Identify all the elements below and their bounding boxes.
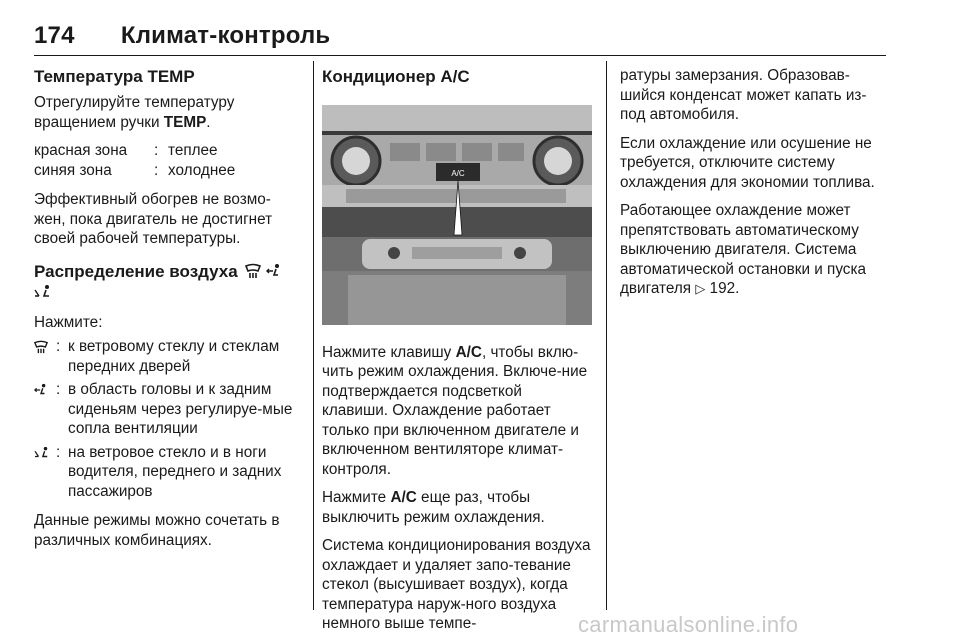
mode-desc: к ветровому стеклу и стеклам передних дверей (68, 338, 280, 375)
face-vent-icon (266, 263, 282, 279)
temperature-text-end: . (206, 113, 211, 131)
mode-item (34, 380, 302, 439)
header-rule (34, 55, 886, 56)
air-distribution-heading (34, 261, 302, 303)
floor-windshield-icon (34, 446, 50, 460)
column-3 (620, 66, 888, 308)
page-number: 174 (34, 22, 75, 49)
press-label: Нажмите: (34, 313, 103, 331)
ac-key-label: A/C (390, 489, 417, 506)
mode-desc: на ветровое стекло и в ноги водителя, переднего и задних пассажиров (68, 443, 282, 500)
temperature-text (34, 93, 302, 132)
photo-ac-button-label: A/C (451, 169, 465, 178)
zone-desc: теплее (168, 142, 218, 159)
section-title: Климат-контроль (120, 22, 331, 49)
zone-sep: : (154, 142, 159, 159)
mode-desc: в область головы и к задним сиденьям через регулируе-мые сопла вентиляции (68, 381, 293, 437)
mode-sep: : (56, 443, 61, 461)
zone-desc: холоднее (168, 161, 236, 179)
economy-paragraph: Если охлаждение или осушение не требуется, отключите систему охлаждения для экономии топлива. (620, 134, 875, 191)
page-reference-arrow-icon: ▷ (695, 281, 706, 296)
mode-sep: : (56, 381, 61, 398)
zone-term: синяя зона (34, 161, 112, 179)
windshield-defrost-icon (34, 340, 48, 354)
temperature-heading: Температура TEMP (34, 67, 195, 86)
autostop-paragraph (620, 201, 888, 299)
page-reference: 192. (705, 280, 740, 297)
face-vent-icon (34, 383, 48, 397)
ac-key-label: A/C (455, 343, 482, 361)
column-divider-1 (313, 61, 314, 610)
air-distribution-title: Распределение воздуха (34, 261, 238, 281)
zone-sep: : (154, 161, 159, 179)
ac-system-paragraph: Система кондиционирования воздуха охлаждает и удаляет запо-тевание стекол (высушивает воздух), когда температура наруж-ного воздуха немного выше темпе- (322, 537, 591, 632)
floor-windshield-icon (34, 284, 52, 300)
column-2 (322, 66, 592, 643)
ac-text-part: Нажмите клавишу (322, 343, 456, 361)
zone-term: красная зона (34, 142, 128, 159)
ac-press-paragraph (322, 343, 592, 480)
ac-heading: Кондиционер A/C (322, 67, 470, 86)
ac-off-paragraph (322, 488, 592, 527)
column-divider-2 (606, 61, 607, 610)
ac-text-part: , чтобы вклю-чить режим охлаждения. Включе-ние подтверждается подсветкой клавиши. Охлаждение работает только при включенном двигателе и включенном вентиляторе климат-контроля. (322, 343, 588, 478)
mode-item (34, 443, 302, 502)
watermark: carmanualsonline.info (578, 612, 799, 637)
condensate-paragraph: ратуры замерзания. Образовав-шийся конденсат может капать из-под автомобиля. (620, 67, 867, 123)
column-1 (34, 66, 302, 559)
mode-item (34, 337, 302, 376)
ac-text-part: еще раз, чтобы выключить режим охлаждения. (322, 489, 545, 526)
mode-sep: : (56, 338, 61, 355)
windshield-defrost-icon (245, 263, 261, 279)
zone-list (34, 141, 302, 180)
autostop-text: Работающее охлаждение может препятствовать автоматическому выключению двигателя. Система автоматической остановки и пуска двигателя (620, 202, 866, 297)
page-header (34, 22, 330, 50)
climate-panel-photo (322, 105, 592, 325)
temperature-text-part: Отрегулируйте температуру вращением ручки (34, 94, 235, 131)
heating-note: Эффективный обогрев не возмо-жен, пока двигатель не достигнет своей рабочей температуры. (34, 191, 273, 247)
combine-note: Данные режимы можно сочетать в различных комбинациях. (34, 512, 280, 549)
temp-knob-label: TEMP (163, 113, 207, 131)
ac-text-part: Нажмите (322, 489, 391, 506)
